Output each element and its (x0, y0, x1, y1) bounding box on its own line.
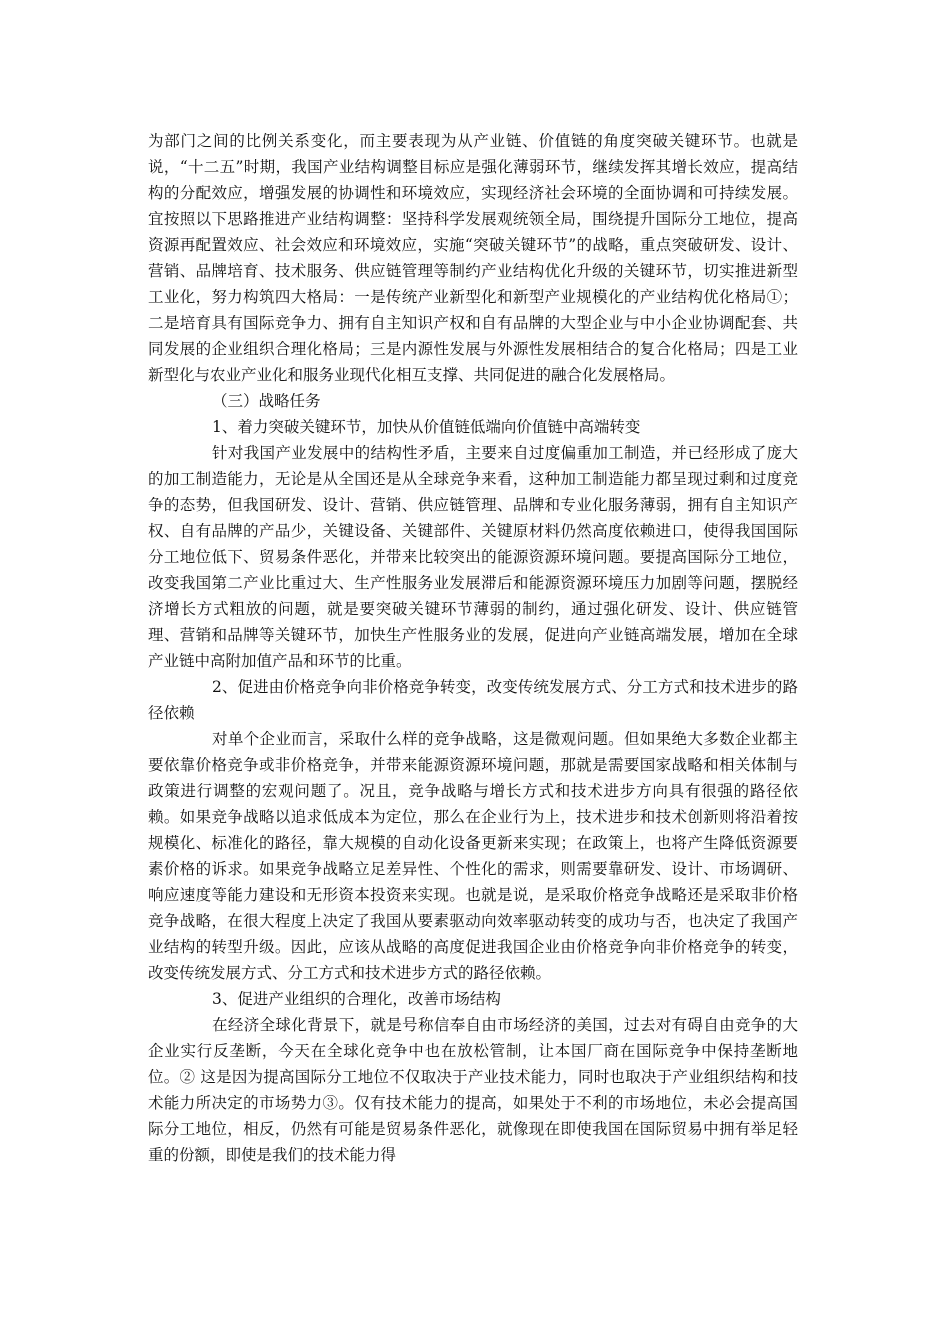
paragraph-industrial-structure-goals: 为部门之间的比例关系变化，而主要表现为从产业链、价值链的角度突破关键环节。也就是说，“十二五”时期，我国产业结构调整目标应是强化薄弱环节，继续发挥其增长效应，提高结构的分配效应，增强发展的协调性和环境效应，实现经济社会环境的全面协调和可持续发展。宜按照以下思路推进产业结构调整：坚持科学发展观统领全局，围绕提升国际分工地位，提高资源再配置效应、社会效应和环境效应，实施“突破关键环节”的战略，重点突破研发、设计、营销、品牌培育、技术服务、供应链管理等制约产业结构优化升级的关键环节，切实推进新型工业化，努力构筑四大格局：一是传统产业新型化和新型产业规模化的产业结构优化格局①；二是培育具有国际竞争力、拥有自主知识产权和自有品牌的大型企业与中小企业协调配套、共同发展的企业组织合理化格局；三是内源性发展与外源性发展相结合的复合化格局；四是工业新型化与农业产业化和服务业现代化相互支撑、共同促进的融合化发展格局。 (148, 132, 798, 384)
document-page (148, 128, 798, 1168)
paragraph-task-2-body: 对单个企业而言，采取什么样的竞争战略，这是微观问题。但如果绝大多数企业都主要依靠价格竞争或非价格竞争，并带来能源资源环境问题，那就是需要国家战略和相关体制与政策进行调整的宏观问题了。况且，竞争战略与增长方式和技术进步方向具有很强的路径依赖。如果竞争战略以追求低成本为定位，那么在企业行为上，技术进步和技术创新则将沿着按规模化、标准化的路径，靠大规模的自动化设备更新来实现；在政策上，也将产生降低资源要素价格的诉求。如果竞争战略立足差异性、个性化的需求，则需要靠研发、设计、市场调研、响应速度等能力建设和无形资本投资来实现。也就是说，是采取价格竞争战略还是采取非价格竞争战略，在很大程度上决定了我国从要素驱动向效率驱动转变的成功与否，也决定了我国产业结构的转型升级。因此，应该从战略的高度促进我国企业由价格竞争向非价格竞争的转变，改变传统发展方式、分工方式和技术进步方式的路径依赖。 (148, 730, 798, 982)
subheading-task-1: 1、着力突破关键环节，加快从价值链低端向价值链中高端转变 (212, 418, 641, 436)
subheading-task-3: 3、促进产业组织的合理化，改善市场结构 (212, 990, 501, 1008)
paragraph-task-3-body: 在经济全球化背景下，就是号称信奉自由市场经济的美国，过去对有碍自由竞争的大企业实行反垄断，今天在全球化竞争中也在放松管制，让本国厂商在国际竞争中保持垄断地位。② 这是因为提高国际分工地位不仅取决于产业技术能力，同时也取决于产业组织结构和技术能力所决定的市场势力③。仅有技术能力的提高，如果处于不利的市场地位，未必会提高国际分工地位，相反，仍然有可能是贸易条件恶化，就像现在即使我国在国际贸易中拥有举足轻重的份额，即使是我们的技术能力得 (148, 1016, 798, 1164)
subheading-task-2: 2、促进由价格竞争向非价格竞争转变，改变传统发展方式、分工方式和技术进步的路径依赖 (148, 678, 798, 722)
section-heading-strategic-tasks: （三）战略任务 (212, 392, 321, 410)
paragraph-task-1-body: 针对我国产业发展中的结构性矛盾，主要来自过度偏重加工制造，并已经形成了庞大的加工制造能力，无论是从全国还是从全球竞争来看，这种加工制造能力都呈现过剩和过度竞争的态势，但我国研发、设计、营销、供应链管理、品牌和专业化服务薄弱，拥有自主知识产权、自有品牌的产品少，关键设备、关键部件、关键原材料仍然高度依赖进口，使得我国国际分工地位低下、贸易条件恶化，并带来比较突出的能源资源环境问题。要提高国际分工地位，改变我国第二产业比重过大、生产性服务业发展滞后和能源资源环境压力加剧等问题，摆脱经济增长方式粗放的问题，就是要突破关键环节薄弱的制约，通过强化研发、设计、供应链管理、营销和品牌等关键环节，加快生产性服务业的发展，促进向产业链高端发展，增加在全球产业链中高附加值产品和环节的比重。 (148, 444, 798, 670)
